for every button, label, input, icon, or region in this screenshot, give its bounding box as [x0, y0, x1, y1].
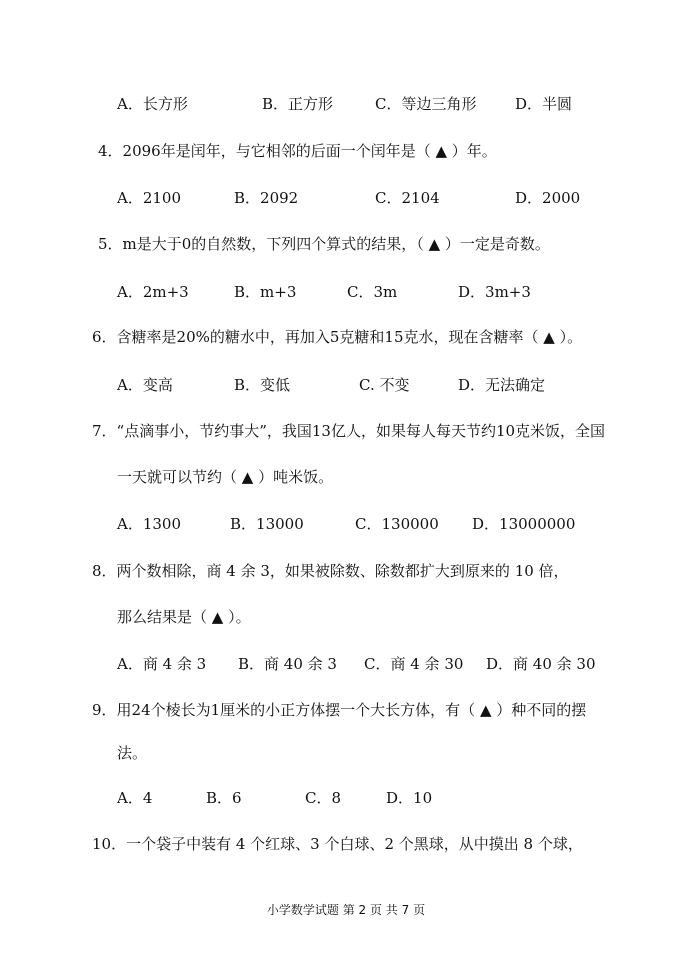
q4-option-a: A．2100 — [117, 189, 182, 207]
q6-question: 6．含糖率是20%的糖水中，再加入5克糖和15克水，现在含糖率（ ▲ ）。 — [92, 328, 583, 346]
q8-option-a: A．商 4 余 3 — [117, 655, 207, 673]
q9-option-b: B．6 — [206, 789, 242, 807]
q7-option-b: B．13000 — [230, 515, 304, 533]
q4-option-d: D．2000 — [515, 189, 581, 207]
q3-option-b: B．正方形 — [262, 95, 334, 113]
q6-option-b: B．变低 — [234, 376, 291, 394]
q10-question-line1: 10．一个袋子中装有 4 个红球、3 个白球、2 个黑球，从中摸出 8 个球， — [92, 835, 583, 853]
q9-option-d: D．10 — [386, 789, 433, 807]
q3-option-d: D．半圆 — [515, 95, 573, 113]
q8-question-line1: 8．两个数相除，商 4 余 3，如果被除数、除数都扩大到原来的 10 倍， — [92, 562, 569, 580]
q8-option-d: D．商 40 余 30 — [486, 655, 596, 673]
q7-option-a: A．1300 — [117, 515, 182, 533]
q6-option-c: C. 不变 — [359, 376, 410, 394]
q7-option-c: C．130000 — [355, 515, 439, 533]
q7-question-line2: 一天就可以节约（ ▲ ）吨米饭。 — [117, 468, 334, 486]
q5-question: 5．m是大于0的自然数，下列四个算式的结果，（ ▲ ）一定是奇数。 — [98, 235, 550, 253]
q7-question-line1: 7．“点滴事小，节约事大”，我国13亿人，如果每人每天节约10克米饭，全国 — [92, 422, 606, 440]
q8-question-line2: 那么结果是（ ▲ ）。 — [117, 608, 251, 626]
q8-option-c: C．商 4 余 30 — [364, 655, 464, 673]
q3-option-c: C．等边三角形 — [375, 95, 477, 113]
q9-question-line2: 法。 — [117, 744, 148, 762]
q5-option-b: B．m+3 — [234, 283, 297, 301]
page-footer: 小学数学试题 第 2 页 共 7 页 — [266, 903, 426, 917]
q4-question: 4．2096年是闰年，与它相邻的后面一个闰年是（ ▲ ）年。 — [98, 142, 497, 160]
q3-option-a: A．长方形 — [117, 95, 188, 113]
q6-option-a: A．变高 — [117, 376, 173, 394]
q4-option-c: C．2104 — [375, 189, 440, 207]
q9-question-line1: 9．用24个棱长为1厘米的小正方体摆一个大长方体，有（ ▲ ）种不同的摆 — [92, 701, 587, 719]
q6-option-d: D．无法确定 — [458, 376, 546, 394]
q5-option-d: D．3m+3 — [458, 283, 531, 301]
q8-option-b: B．商 40 余 3 — [238, 655, 337, 673]
q5-option-a: A．2m+3 — [117, 283, 189, 301]
q9-option-a: A．4 — [117, 789, 153, 807]
q4-option-b: B．2092 — [234, 189, 299, 207]
q9-option-c: C．8 — [305, 789, 342, 807]
q5-option-c: C．3m — [347, 283, 398, 301]
q7-option-d: D．13000000 — [472, 515, 576, 533]
